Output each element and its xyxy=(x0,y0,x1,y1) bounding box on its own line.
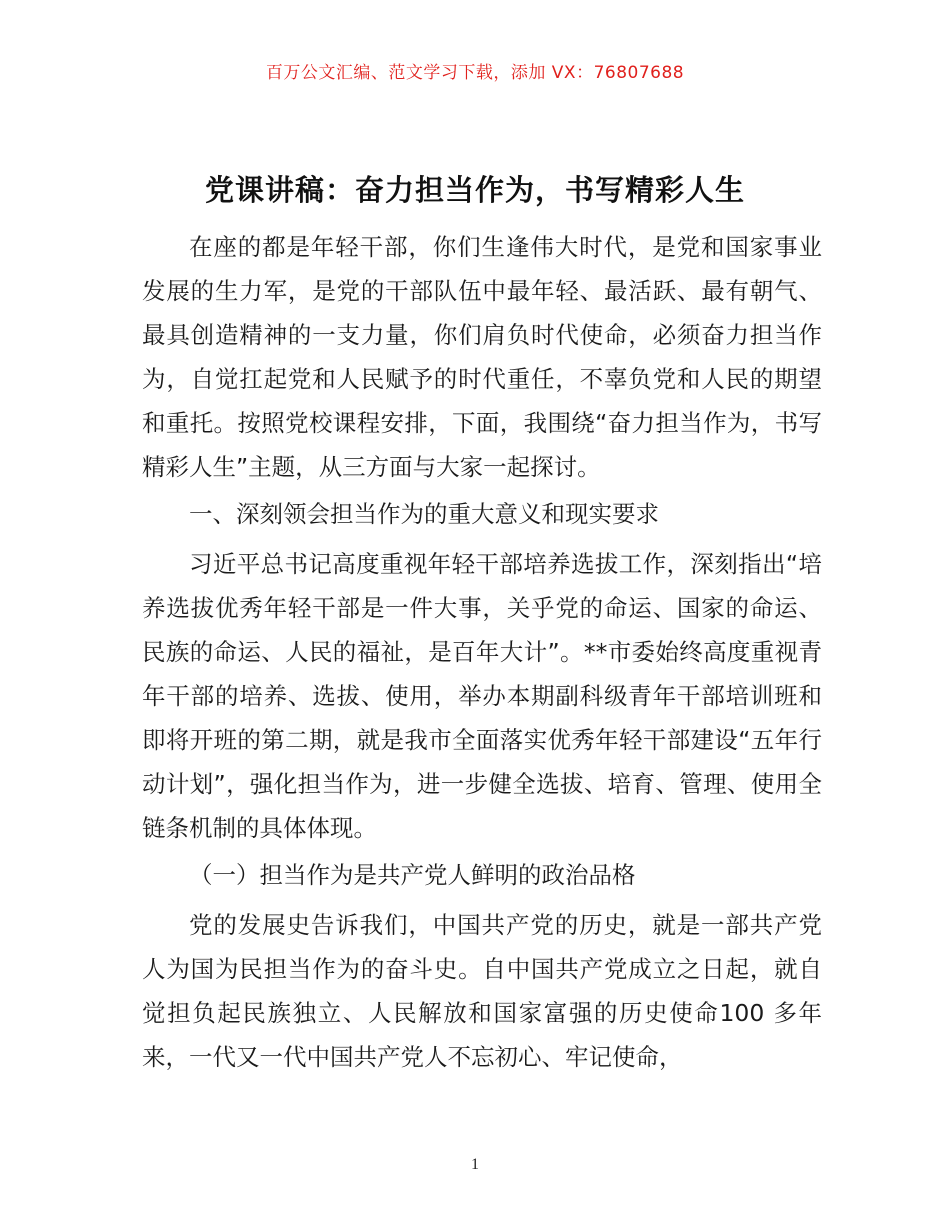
paragraph-section-1: 习近平总书记高度重视年轻干部培养选拔工作，深刻指出“培养选拔优秀年轻干部是一件大事，关乎党的命运、国家的命运、民族的命运、人民的福祉，是百年大计”。**市委始终高度重视青年干部的培养、选拔、使用，举办本期副科级青年干部培训班和即将开班的第二期，就是我市全面落实优秀年轻干部建设“五年行动计划”，强化担当作为，进一步健全选拔、培育、管理、使用全链条机制的具体体现。 xyxy=(142,550,822,842)
document-body xyxy=(142,225,822,1082)
page-number: 1 xyxy=(471,1156,479,1173)
subsection-heading-1: （一）担当作为是共产党人鲜明的政治品格 xyxy=(189,861,636,889)
section-heading-1: 一、深刻领会担当作为的重大意义和现实要求 xyxy=(189,500,659,528)
header-banner: 百万公文汇编、范文学习下载，添加 VX：76807688 xyxy=(265,63,685,83)
paragraph-subsection-1: 党的发展史告诉我们，中国共产党的历史，就是一部共产党人为国为民担当作为的奋斗史。自中国共产党成立之日起，就自觉担负起民族独立、人民解放和国家富强的历史使命100 多年来，一代又一代中国共产党人不忘初心、牢记使命， xyxy=(142,911,822,1071)
paragraph-intro: 在座的都是年轻干部，你们生逢伟大时代，是党和国家事业发展的生力军，是党的干部队伍中最年轻、最活跃、最有朝气、最具创造精神的一支力量，你们肩负时代使命，必须奋力担当作为，自觉扛起党和人民赋予的时代重任，不辜负党和人民的期望和重托。按照党校课程安排，下面，我围绕“奋力担当作为，书写精彩人生”主题，从三方面与大家一起探讨。 xyxy=(142,233,822,481)
document-title: 党课讲稿：奋力担当作为，书写精彩人生 xyxy=(204,173,745,207)
